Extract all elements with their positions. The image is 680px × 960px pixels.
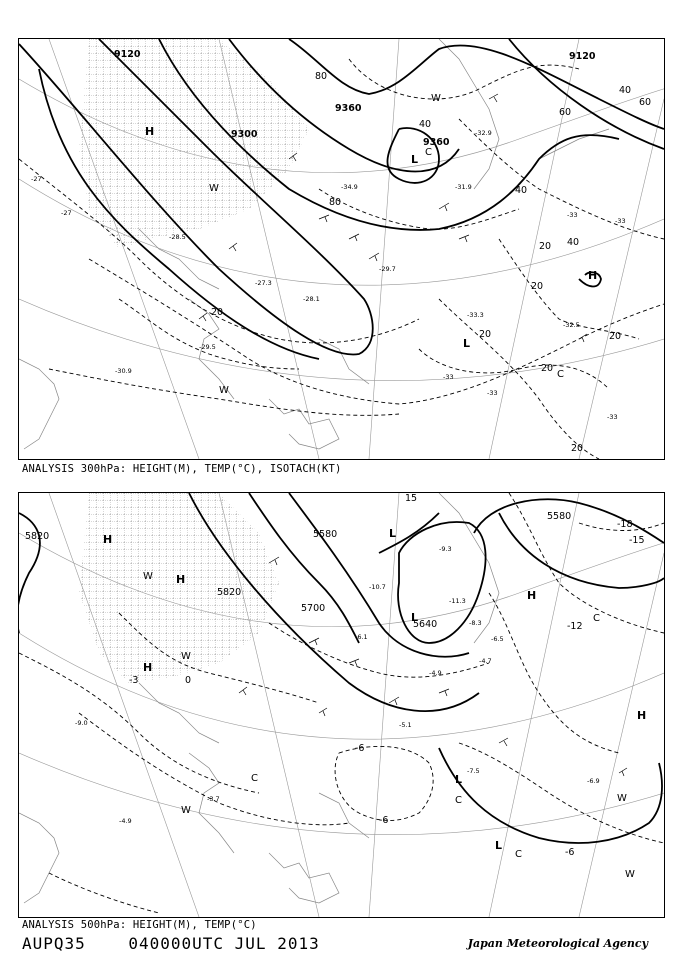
isotherm-label: -3 [129,675,139,686]
isotach-label: 80 [315,71,328,82]
station-value: -27 [31,175,42,183]
isotach-label: 60 [639,97,652,108]
station-value: -4.9 [119,817,132,825]
map-panel-500hpa [18,492,665,918]
isotach-label: 40 [567,237,580,248]
caption-500hpa: ANALYSIS 500hPa: HEIGHT(M), TEMP(°C) [22,919,257,931]
isotherm-label: -12 [567,621,583,632]
station-value: -33.3 [467,311,484,319]
isotherm-label: 15 [405,493,418,504]
station-value: -33 [567,211,578,219]
low-center-marker: L [495,839,503,852]
isotach-label: 20 [571,443,584,454]
station-value: -4.9 [429,669,442,677]
station-value: -6.9 [587,777,600,785]
isotach-label: 40 [619,85,632,96]
station-value: -34.9 [341,183,358,191]
chart-datetime: 040000UTC JUL 2013 [128,934,320,953]
low-center-marker: L [389,527,397,540]
station-value: -6.1 [355,633,368,641]
cold-center-marker: C [593,613,600,624]
station-value: -29.5 [199,343,216,351]
chart-identifier [22,934,320,953]
station-value: -9.3 [439,545,452,553]
station-value: -6.5 [491,635,504,643]
wind-barbs [239,557,627,776]
isotach-label: 20 [541,363,554,374]
isotach-label: 20 [531,281,544,292]
station-value: -32.9 [475,129,492,137]
height-label: 5640 [413,619,438,630]
station-value: -9.0 [75,719,88,727]
warm-center-marker: W [181,805,191,816]
isotach-label: 20 [211,307,224,318]
station-value: -10.7 [369,583,386,591]
high-center-marker: H [103,533,113,546]
station-value: -33 [487,389,498,397]
station-value: -8.3 [469,619,482,627]
station-value: -11.3 [449,597,466,605]
warm-center-marker: W [181,651,191,662]
height-label: 5580 [547,511,572,522]
station-value: -28.5 [169,233,186,241]
isotach-label: 40 [515,185,528,196]
height-label: 9120 [569,51,596,62]
station-value: -33 [443,373,454,381]
low-center-marker: L [411,153,419,166]
height-label: 9300 [231,129,258,140]
station-value: -33 [607,413,618,421]
cold-center-marker: C [251,773,258,784]
cold-center-marker: C [455,795,462,806]
height-label: 9360 [335,103,362,114]
station-value: -28.1 [303,295,320,303]
isotherm-label: -6 [565,847,575,858]
station-value: -7.5 [467,767,480,775]
cold-center-marker: C [425,147,432,158]
low-center-marker: L [463,337,471,350]
low-center-marker: L [411,611,419,624]
isotach-label: 60 [559,107,572,118]
isotherm-label: -6 [379,815,389,826]
isotach-label: 80 [329,197,342,208]
warm-center-marker: W [617,793,627,804]
station-value: -31.9 [455,183,472,191]
isotherm-label: -6 [355,743,365,754]
isotherm-label: -18 [617,519,633,530]
isotherm-label: -15 [629,535,645,546]
isotherm-label: 0 [185,675,192,686]
height-label: 9120 [114,49,141,60]
map-300hpa [19,39,664,459]
high-center-marker: H [527,589,537,602]
map-500hpa [19,493,664,917]
height-label: 5820 [217,587,242,598]
height-label: 9360 [423,137,450,148]
station-value: -5.1 [399,721,412,729]
warm-center-marker: W [625,869,635,880]
caption-300hpa: ANALYSIS 300hPa: HEIGHT(M), TEMP(°C), ISOTACH(KT) [22,463,342,475]
high-center-marker: H [143,661,153,674]
station-value: -32.5 [563,321,580,329]
station-value: -30.9 [115,367,132,375]
isotach-label: 20 [609,331,622,342]
cold-center-marker: C [557,369,564,380]
warm-center-marker: W [219,385,229,396]
high-center-marker: H [176,573,186,586]
height-label: 5700 [301,603,326,614]
height-label: 5820 [25,531,50,542]
warm-center-marker: W [143,571,153,582]
chart-code: AUPQ35 [22,934,86,953]
isotach-label: 40 [419,119,432,130]
warm-center-marker: W [209,183,219,194]
isotach-label: 20 [539,241,552,252]
station-value: -4.7 [479,657,492,665]
height-label: 5580 [313,529,338,540]
station-value: -27 [61,209,72,217]
agency-credit: Japan Meteorological Agency [467,937,648,950]
high-center-marker: H [637,709,647,722]
cold-center-marker: C [515,849,522,860]
isotach-label: 20 [479,329,492,340]
stipple-region [79,493,279,683]
warm-center-marker: W [431,93,441,104]
station-value: -33 [615,217,626,225]
station-value: -29.7 [379,265,396,273]
station-value: -3.7 [207,795,220,803]
high-center-marker: H [145,125,155,138]
high-center-marker: H [588,269,598,282]
station-value: -27.3 [255,279,272,287]
low-center-marker: L [455,773,463,786]
map-panel-300hpa [18,38,665,460]
